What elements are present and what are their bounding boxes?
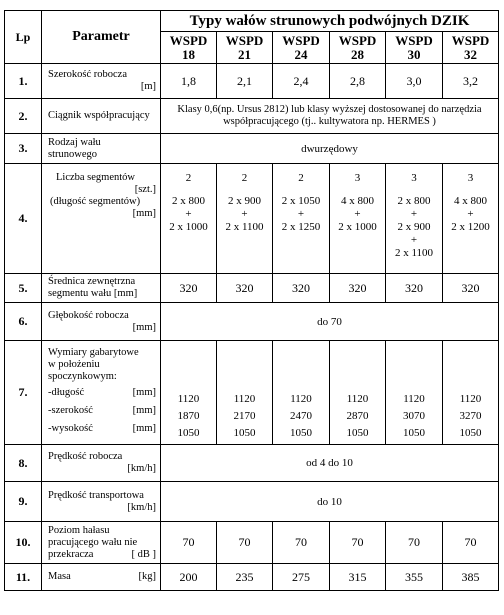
model-header: WSPD 18 [161, 32, 217, 64]
dimension-cell: 1120 3070 1050 [386, 341, 443, 445]
specification-table [4, 10, 499, 591]
table-row: 1. Szerokość robocza [m] 1,8 2,1 2,4 2,8 3,0 3,2 [5, 64, 499, 99]
parameter-header: Parametr [42, 11, 161, 64]
parameter-label: Ciągnik współpracujący [42, 99, 161, 134]
parameter-label: Rodzaj wału strunowego [42, 134, 161, 164]
table-row: 10. Poziom hałasu pracującego wału nie przekracza [ dB ] 70 70 70 70 70 70 [5, 522, 499, 564]
segment-cell: 3 4 x 800 + 2 x 1000 [330, 164, 386, 274]
model-header: WSPD 30 [386, 32, 443, 64]
segment-cell: 2 2 x 900 + 2 x 1100 [217, 164, 273, 274]
parameter-label: Prędkość transportowa [km/h] [42, 482, 161, 522]
table-row: 2. Ciągnik współpracujący Klasy 0,6(np. Ursus 2812) lub klasy wyższej dostosowanej do narzędzia współpracującego (tj.. kultywatora np. HERMES ) [5, 99, 499, 134]
parameter-label: Szerokość robocza [m] [42, 64, 161, 99]
table-row: 8. Prędkość robocza [km/h] od 4 do 10 [5, 445, 499, 482]
table-row: 3. Rodzaj wału strunowego dwurzędowy [5, 134, 499, 164]
table-row: 11. Masa [kg] 200 235 275 315 355 385 [5, 564, 499, 591]
dimension-cell: 1120 1870 1050 [161, 341, 217, 445]
parameter-label: Głębokość robocza [mm] [42, 303, 161, 341]
merged-value: od 4 do 10 [161, 445, 499, 482]
merged-value: do 10 [161, 482, 499, 522]
merged-value: dwurzędowy [161, 134, 499, 164]
segment-cell: 3 2 x 800 + 2 x 900 + 2 x 1100 [386, 164, 443, 274]
merged-value: do 70 [161, 303, 499, 341]
table-row: 6. Głębokość robocza [mm] do 70 [5, 303, 499, 341]
lp-header: Lp [5, 11, 42, 64]
table-row: 5. Średnica zewnętrzna segmentu wału [mm] 320 320 320 320 320 320 [5, 274, 499, 303]
dimension-cell: 1120 2470 1050 [273, 341, 330, 445]
parameter-label: Prędkość robocza [km/h] [42, 445, 161, 482]
segment-cell: 3 4 x 800 + 2 x 1200 [443, 164, 499, 274]
parameter-label: Liczba segmentów [szt.] (długość segmentów) [mm] [42, 164, 161, 274]
segment-cell: 2 2 x 1050 + 2 x 1250 [273, 164, 330, 274]
model-header: WSPD 24 [273, 32, 330, 64]
dimension-cell: 1120 3270 1050 [443, 341, 499, 445]
model-header: WSPD 21 [217, 32, 273, 64]
segment-cell: 2 2 x 800 + 2 x 1000 [161, 164, 217, 274]
table-title: Typy wałów strunowych podwójnych DZIK [161, 11, 499, 32]
dimension-cell: 1120 2170 1050 [217, 341, 273, 445]
parameter-label: Średnica zewnętrzna segmentu wału [mm] [42, 274, 161, 303]
dimension-cell: 1120 2870 1050 [330, 341, 386, 445]
table-row: 9. Prędkość transportowa [km/h] do 10 [5, 482, 499, 522]
parameter-label: Wymiary gabarytowe w położeniu spoczynkowym: -długość [mm] -szerokość [mm] -wysokość [mm] [42, 341, 161, 445]
merged-value: Klasy 0,6(np. Ursus 2812) lub klasy wyższej dostosowanej do narzędzia współpracującego (tj.. kultywatora np. HERMES ) [161, 99, 499, 134]
parameter-label: Masa [kg] [42, 564, 161, 591]
parameter-label: Poziom hałasu pracującego wału nie przekracza [ dB ] [42, 522, 161, 564]
model-header: WSPD 28 [330, 32, 386, 64]
table-row: 4. Liczba segmentów [szt.] (długość segmentów) [mm] 2 2 x 800 + 2 x 1000 2 2 x 900 + 2 x 1100 2 2 x 1050 + 2 x 1250 3 4 x 800 + 2 x 1000 3 2 x 800 + 2 x 900 + 2 x 1100 3 4 x 800 + 2 x 1200 [5, 164, 499, 274]
model-header: WSPD 32 [443, 32, 499, 64]
table-row: 7. Wymiary gabarytowe w położeniu spoczynkowym: -długość [mm] -szerokość [mm] -wysokość [mm] 1120 1870 1050 1120 2170 1050 1120 2470 1050 1120 2870 1050 1120 3070 1050 1120 3270 1050 [5, 341, 499, 445]
